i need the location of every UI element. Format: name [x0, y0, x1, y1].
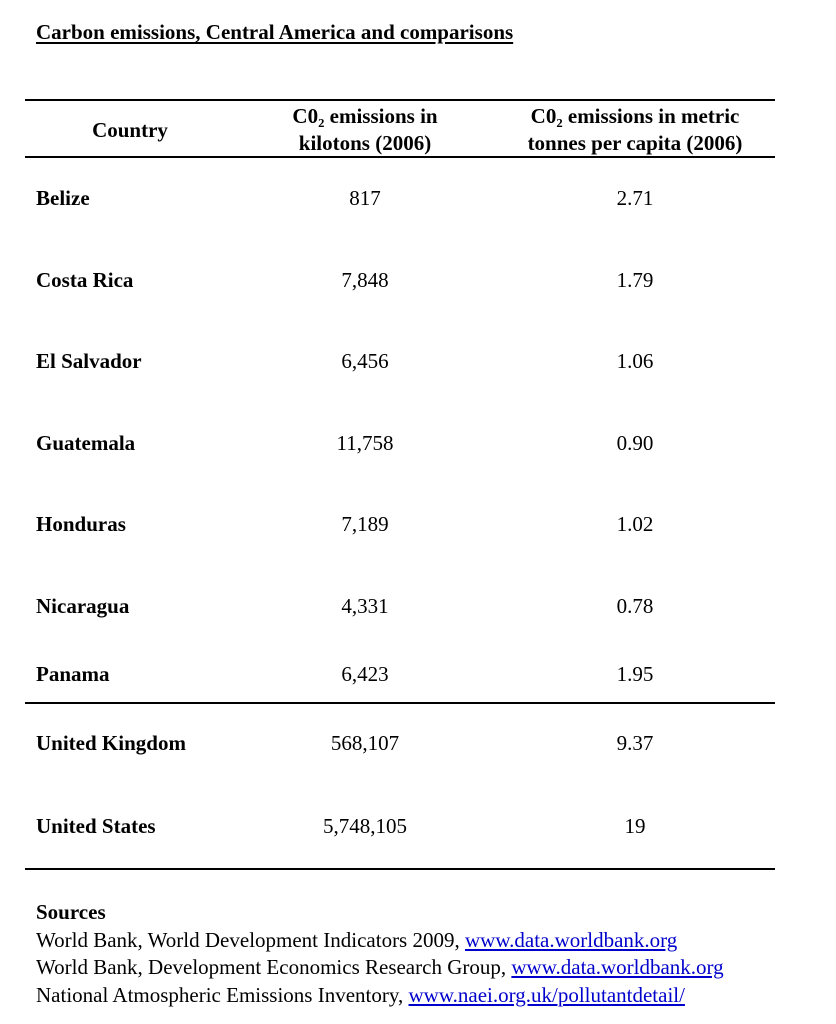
- country-cell: United Kingdom: [36, 731, 186, 755]
- kilotons-cell: 4,331: [341, 594, 389, 618]
- sources-heading: Sources: [36, 900, 106, 924]
- table-top-rule: [25, 99, 775, 101]
- source-link[interactable]: www.data.worldbank.org: [464, 927, 678, 952]
- kilotons-cell: 7,848: [341, 268, 389, 292]
- kilotons-cell: 11,758: [336, 431, 394, 455]
- per-capita-cell: 1.95: [616, 662, 654, 686]
- comparison-divider-rule: [25, 702, 775, 704]
- table-row: [0, 662, 836, 690]
- per-capita-cell: 0.78: [616, 594, 654, 618]
- table-row: [0, 268, 836, 296]
- kilotons-cell: 7,189: [341, 512, 389, 536]
- kilotons-cell: 568,107: [330, 731, 400, 755]
- table-row: [0, 731, 836, 759]
- source-text: World Bank, World Development Indicators 2009,: [36, 927, 465, 952]
- country-cell: Belize: [36, 186, 90, 210]
- table-bottom-rule: [25, 868, 775, 870]
- per-capita-cell: 1.06: [616, 349, 654, 373]
- country-cell: Panama: [36, 662, 110, 686]
- table-row: [0, 431, 836, 459]
- source-link[interactable]: www.naei.org.uk/pollutantdetail/: [408, 982, 685, 1007]
- country-cell: Costa Rica: [36, 268, 134, 292]
- country-cell: Guatemala: [36, 431, 136, 455]
- header-bottom-rule: [25, 156, 775, 158]
- source-line: [36, 954, 724, 982]
- per-capita-cell: 2.71: [616, 186, 654, 210]
- source-line: [36, 927, 724, 955]
- header-per-capita: [500, 103, 770, 157]
- table-row: [0, 594, 836, 622]
- header-country: Country: [92, 118, 168, 142]
- source-link[interactable]: www.data.worldbank.org: [511, 955, 724, 979]
- page-title: Carbon emissions, Central America and comparisons: [36, 20, 514, 44]
- header-per-capita-line1: C0₂ emissions in metric: [530, 104, 740, 128]
- kilotons-cell: 6,423: [341, 662, 389, 686]
- country-cell: United States: [36, 814, 156, 838]
- country-cell: Nicaragua: [36, 594, 130, 618]
- country-cell: Honduras: [36, 512, 126, 536]
- source-text: National Atmospheric Emissions Inventory,: [36, 982, 409, 1007]
- per-capita-cell: 1.02: [616, 512, 654, 536]
- per-capita-cell: 19: [624, 814, 646, 838]
- per-capita-cell: 9.37: [616, 731, 654, 755]
- header-kilotons-line2: kilotons (2006): [298, 131, 432, 155]
- kilotons-cell: 817: [349, 186, 381, 210]
- country-cell: El Salvador: [36, 349, 142, 373]
- kilotons-cell: 5,748,105: [323, 814, 407, 838]
- sources-block: [36, 899, 724, 1009]
- per-capita-cell: 0.90: [616, 431, 654, 455]
- table-row: [0, 512, 836, 540]
- per-capita-cell: 1.79: [616, 268, 654, 292]
- source-text: World Bank, Development Economics Research Group,: [36, 955, 512, 979]
- table-row: [0, 349, 836, 377]
- header-kilotons: [255, 103, 475, 157]
- table-row: [0, 814, 836, 842]
- kilotons-cell: 6,456: [341, 349, 389, 373]
- source-line: [36, 982, 724, 1010]
- header-per-capita-line2: tonnes per capita (2006): [527, 131, 743, 155]
- table-row: [0, 186, 836, 214]
- header-kilotons-line1: C0₂ emissions in: [292, 104, 438, 128]
